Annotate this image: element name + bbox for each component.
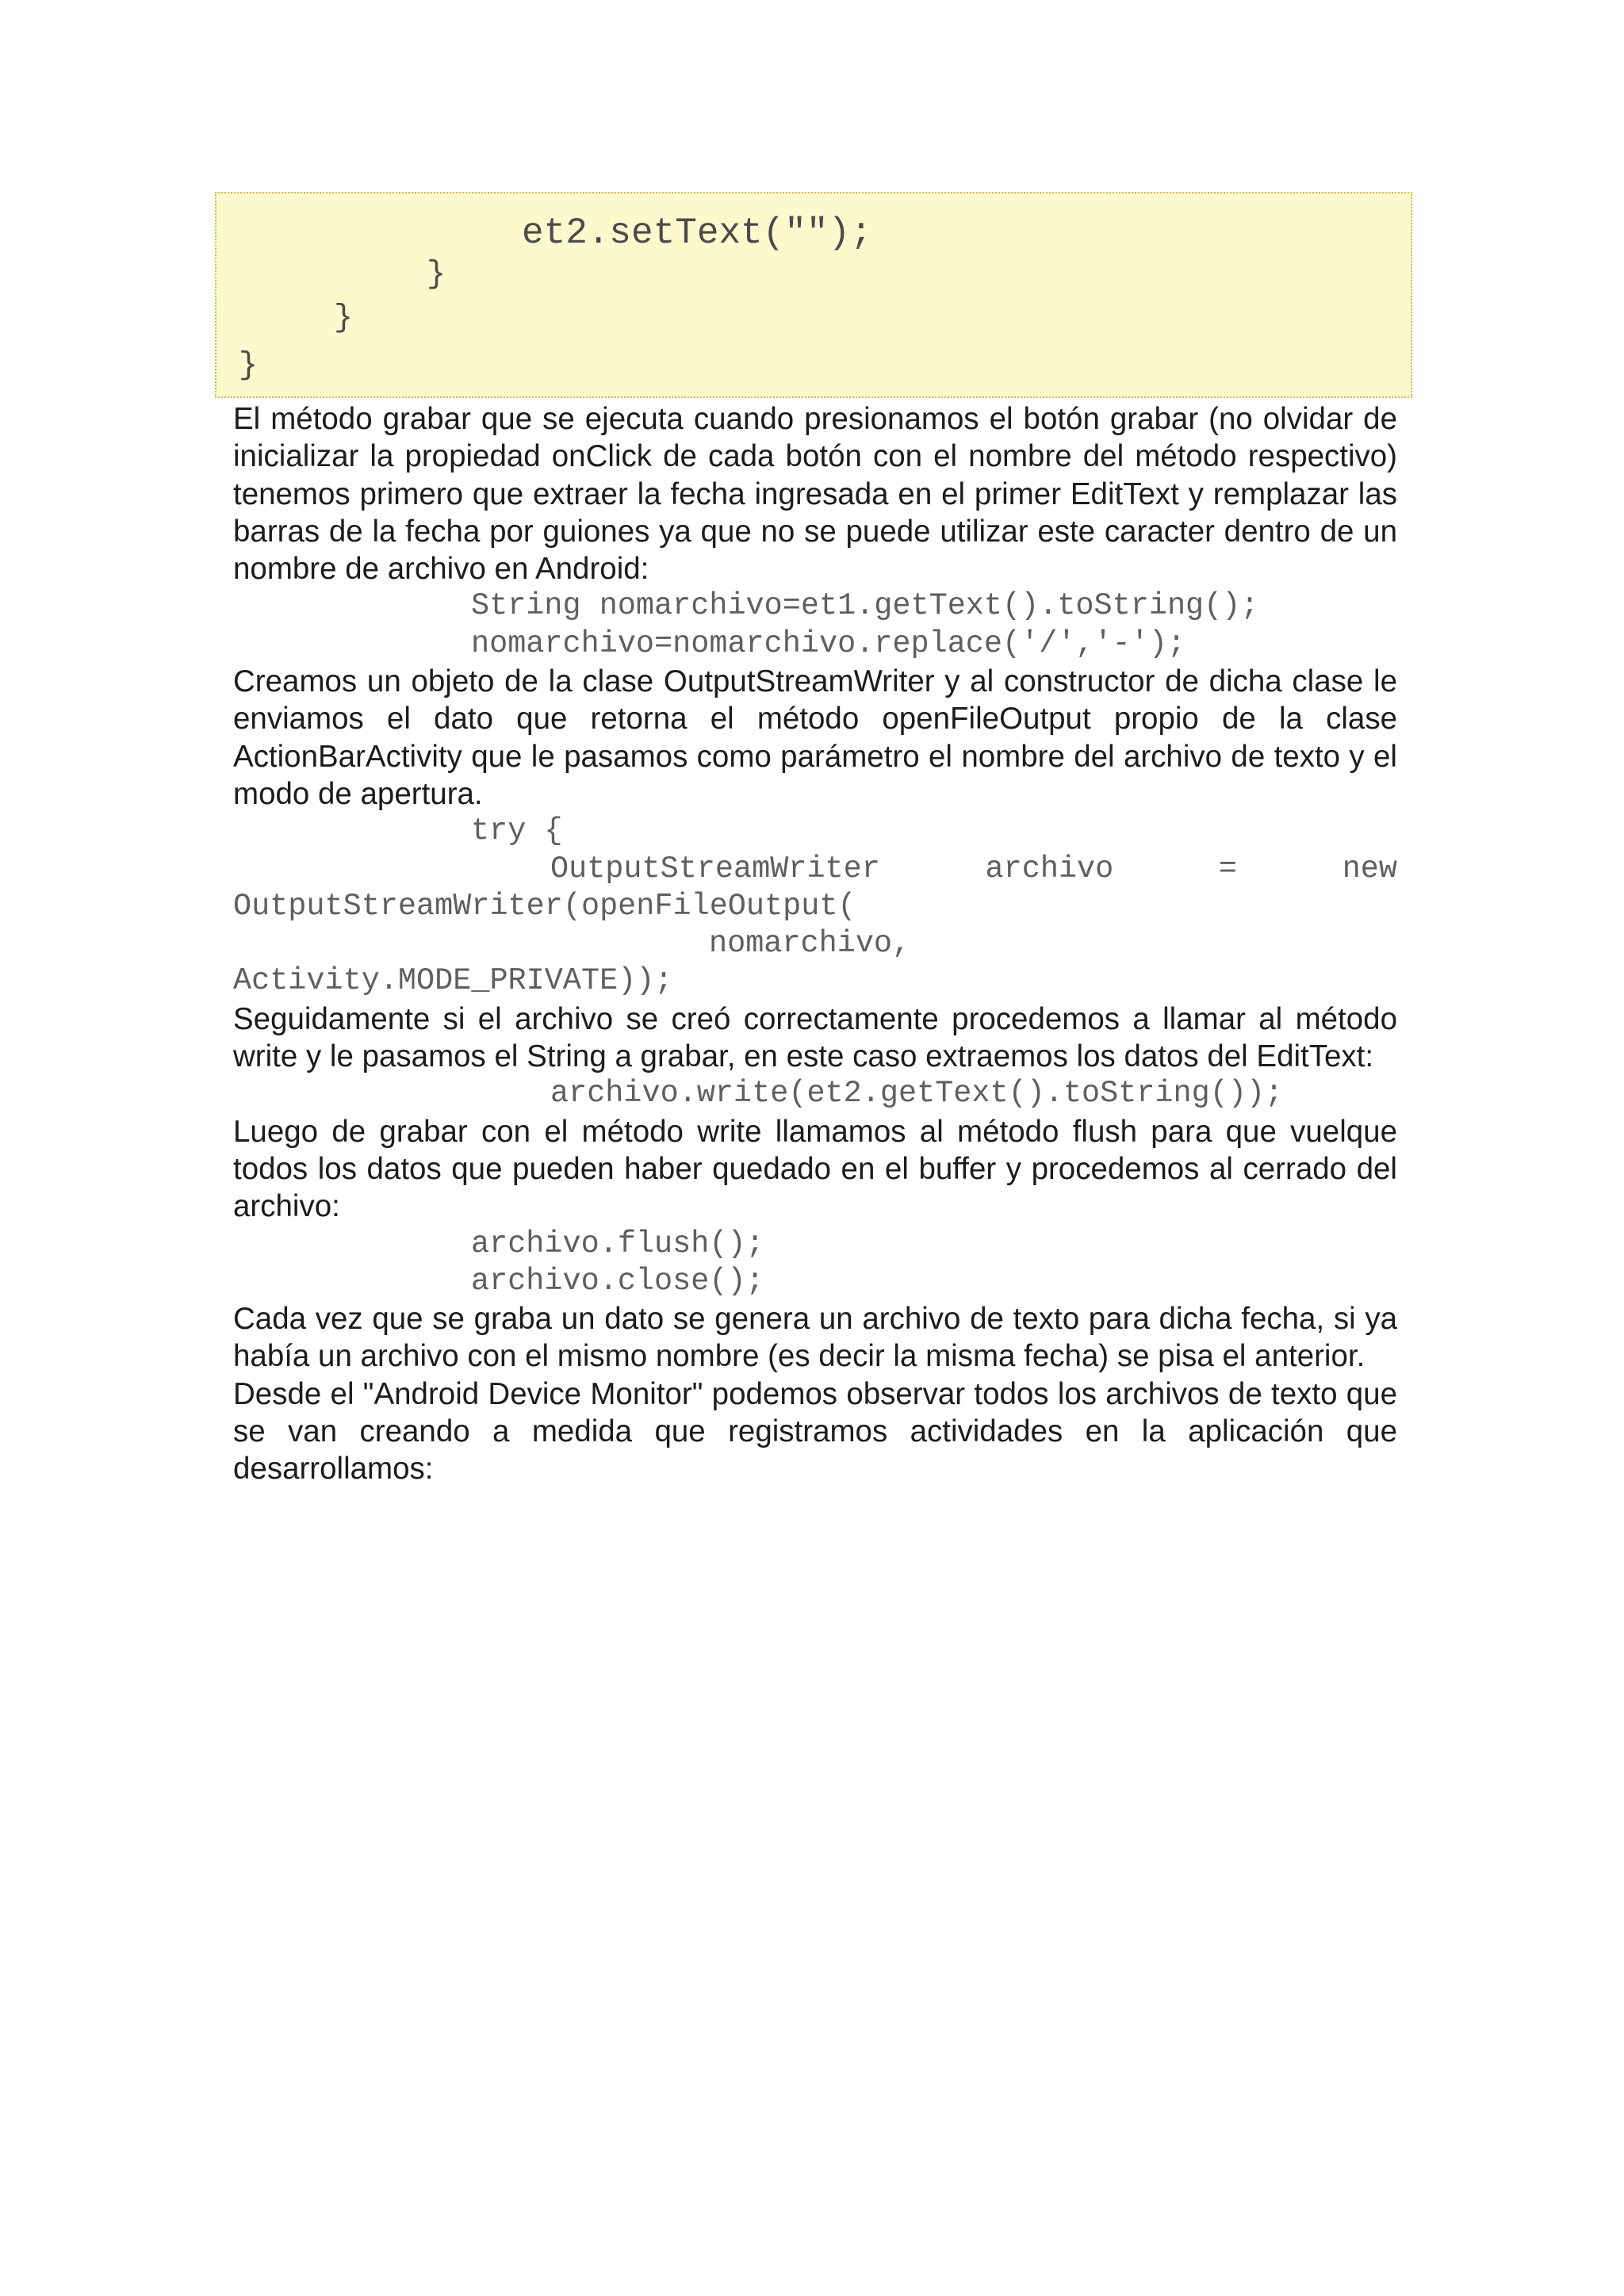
paragraph-file-per-date: Cada vez que se graba un dato se genera un archivo de texto para dicha fecha, si ya había un archivo con el mismo nombre (es decir la misma fecha) se pisa el anterior. xyxy=(233,1302,1397,1374)
code-token-variable: archivo xyxy=(985,851,1114,886)
paragraph-outputstreamwriter: Creamos un objeto de la clase OutputStreamWriter y al constructor de dicha clase le enviamos el dato que retorna el método openFileOutput propio de la clase ActionBarActivity que le pasamos como parámetro el nombre del archivo de texto y el modo de apertura. xyxy=(233,664,1397,811)
code-line-argument: nomarchivo, xyxy=(709,926,911,962)
code-line-replace: nomarchivo=nomarchivo.replace('/','-'); xyxy=(471,626,1186,661)
code-token-type: OutputStreamWriter xyxy=(550,851,880,886)
code-line-declaration xyxy=(233,851,1397,888)
code-token-assign: = xyxy=(1218,851,1238,886)
code-line-brace-2: } xyxy=(334,300,354,336)
code-line-write: archivo.write(et2.getText().toString()); xyxy=(550,1076,1284,1112)
paragraph-device-monitor: Desde el "Android Device Monitor" podemos observar todos los archivos de texto que se van creando a medida que registramos actividades en la aplicación que desarrollamos: xyxy=(233,1376,1397,1487)
document-body xyxy=(233,400,1397,1488)
code-line-try: try { xyxy=(471,813,563,849)
paragraph-grabar-method: El método grabar que se ejecuta cuando presionamos el botón grabar (no olvidar de inicializar la propiedad onClick de cada botón con el nombre del método respectivo) tenemos primero que extraer la fecha ingresada en el primer EditText y remplazar las barras de la fecha por guiones ya que no se puede utilizar este caracter dentro de un nombre de archivo en Android: xyxy=(233,402,1397,587)
code-line-brace-1: } xyxy=(427,257,446,293)
paragraph-flush: Luego de grabar con el método write llamamos al método flush para que vuelque todos los datos que pueden haber quedado en el buffer y procedemos al cerrado del archivo: xyxy=(233,1114,1397,1224)
code-line-constructor: OutputStreamWriter(openFileOutput( xyxy=(233,888,856,924)
code-token-new: new xyxy=(1342,851,1397,886)
paragraph-write: Seguidamente si el archivo se creó correctamente procedemos a llamar al método write y le pasamos el String a grabar, en este caso extraemos los datos del EditText: xyxy=(233,1001,1397,1074)
code-line-mode: Activity.MODE_PRIVATE)); xyxy=(233,963,673,999)
code-line-settext: et2.setText(""); xyxy=(522,212,872,254)
code-line-nomarchivo: String nomarchivo=et1.getText().toString(); xyxy=(471,588,1259,624)
code-line-flush: archivo.flush(); xyxy=(471,1226,764,1261)
code-snippet-box xyxy=(215,192,1412,398)
code-line-close: archivo.close(); xyxy=(471,1263,764,1299)
code-line-brace-3: } xyxy=(239,348,259,384)
